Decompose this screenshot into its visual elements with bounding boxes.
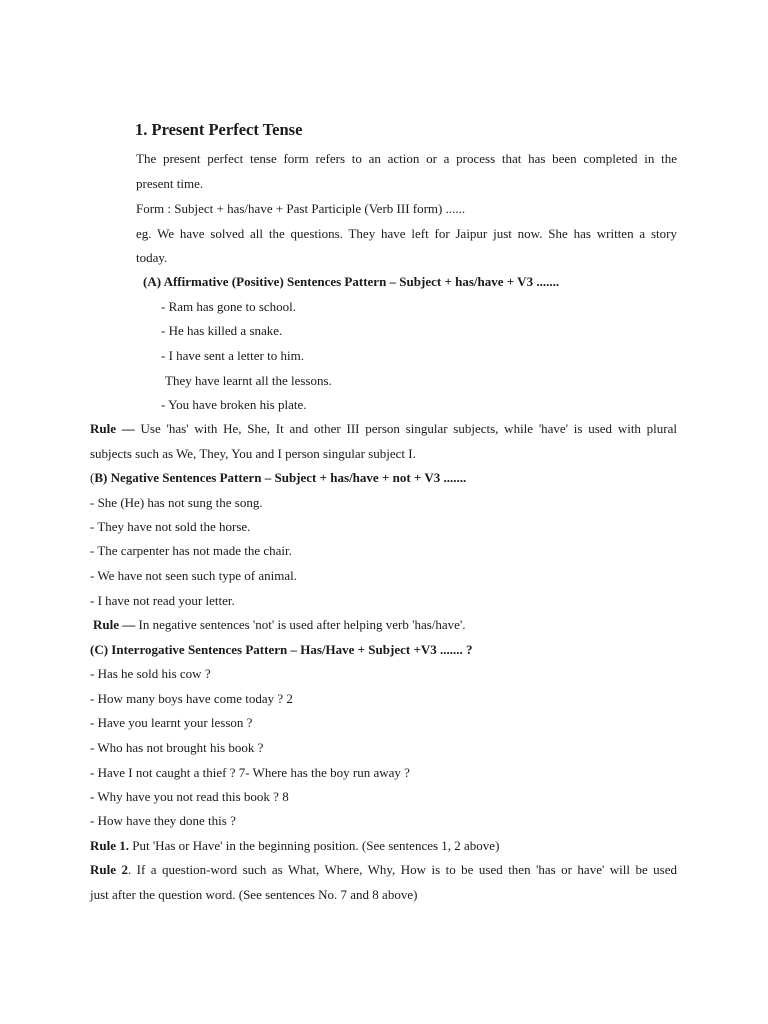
section-b-example: - I have not read your letter. xyxy=(90,593,235,608)
section-c-rule-2-line-1 xyxy=(90,862,677,878)
section-b-example: - The carpenter has not made the chair. xyxy=(90,543,292,558)
section-b-example: - She (He) has not sung the song. xyxy=(90,495,263,510)
section-a-example: - Ram has gone to school. xyxy=(161,299,297,314)
section-a-rule-line-2: subjects such as We, They, You and I person singular subject I. xyxy=(90,446,416,461)
section-a-example: They have learnt all the lessons. xyxy=(165,373,332,388)
section-a-example: - You have broken his plate. xyxy=(161,397,307,412)
rule-label: Rule 1. xyxy=(90,838,129,853)
heading-paren: ( xyxy=(90,470,95,485)
example-line-1: eg. We have solved all the questions. They have left for Jaipur just now. She has written a story xyxy=(136,226,677,241)
intro-line-1: The present perfect tense form refers to an action or a process that has been completed in the xyxy=(136,151,677,166)
section-a-rule-line-1 xyxy=(90,421,677,437)
intro-line-2: present time. xyxy=(136,176,204,191)
rule-label: Rule — xyxy=(90,421,135,436)
section-a-example: - I have sent a letter to him. xyxy=(161,348,304,363)
section-c-heading: (C) Interrogative Sentences Pattern – Has/Have + Subject +V3 ....... ? xyxy=(90,642,473,657)
rule-text: Put 'Has or Have' in the beginning position. (See sentences 1, 2 above) xyxy=(129,838,500,853)
rule-text: . If a question-word such as What, Where, Why, How is to be used then 'has or have' will be used xyxy=(127,862,678,877)
heading-text: B) Negative Sentences Pattern – Subject + has/have + not + V3 ....... xyxy=(94,470,467,485)
section-c-example: - How many boys have come today ? 2 xyxy=(90,691,293,706)
section-c-rule-1 xyxy=(90,838,499,854)
form-line: Form : Subject + has/have + Past Participle (Verb III form) ...... xyxy=(136,201,466,216)
rule-text: In negative sentences 'not' is used after helping verb 'has/have'. xyxy=(135,617,466,632)
section-c-example: - Has he sold his cow ? xyxy=(90,666,211,681)
example-line-2: today. xyxy=(136,250,168,265)
section-c-example: - Have I not caught a thief ? 7- Where has the boy run away ? xyxy=(90,765,410,780)
section-c-example: - Who has not brought his book ? xyxy=(90,740,264,755)
section-c-example: - Why have you not read this book ? 8 xyxy=(90,789,289,804)
rule-label: Rule — xyxy=(93,617,136,632)
rule-label: Rule 2 xyxy=(90,862,128,877)
section-b-example: - They have not sold the horse. xyxy=(90,519,251,534)
section-a-example: - He has killed a snake. xyxy=(161,323,283,338)
section-a-heading: (A) Affirmative (Positive) Sentences Pattern – Subject + has/have + V3 ....... xyxy=(143,274,560,289)
rule-text: Use 'has' with He, She, It and other III person singular subjects, while 'have' is used with plural xyxy=(134,421,678,436)
section-c-example: - Have you learnt your lesson ? xyxy=(90,715,253,730)
page-title: 1. Present Perfect Tense xyxy=(135,120,303,139)
section-b-rule xyxy=(93,617,466,633)
section-b-example: - We have not seen such type of animal. xyxy=(90,568,298,583)
section-b-heading xyxy=(90,470,466,486)
section-c-rule-2-line-2: just after the question word. (See sentences No. 7 and 8 above) xyxy=(90,887,418,902)
section-c-example: - How have they done this ? xyxy=(90,813,236,828)
